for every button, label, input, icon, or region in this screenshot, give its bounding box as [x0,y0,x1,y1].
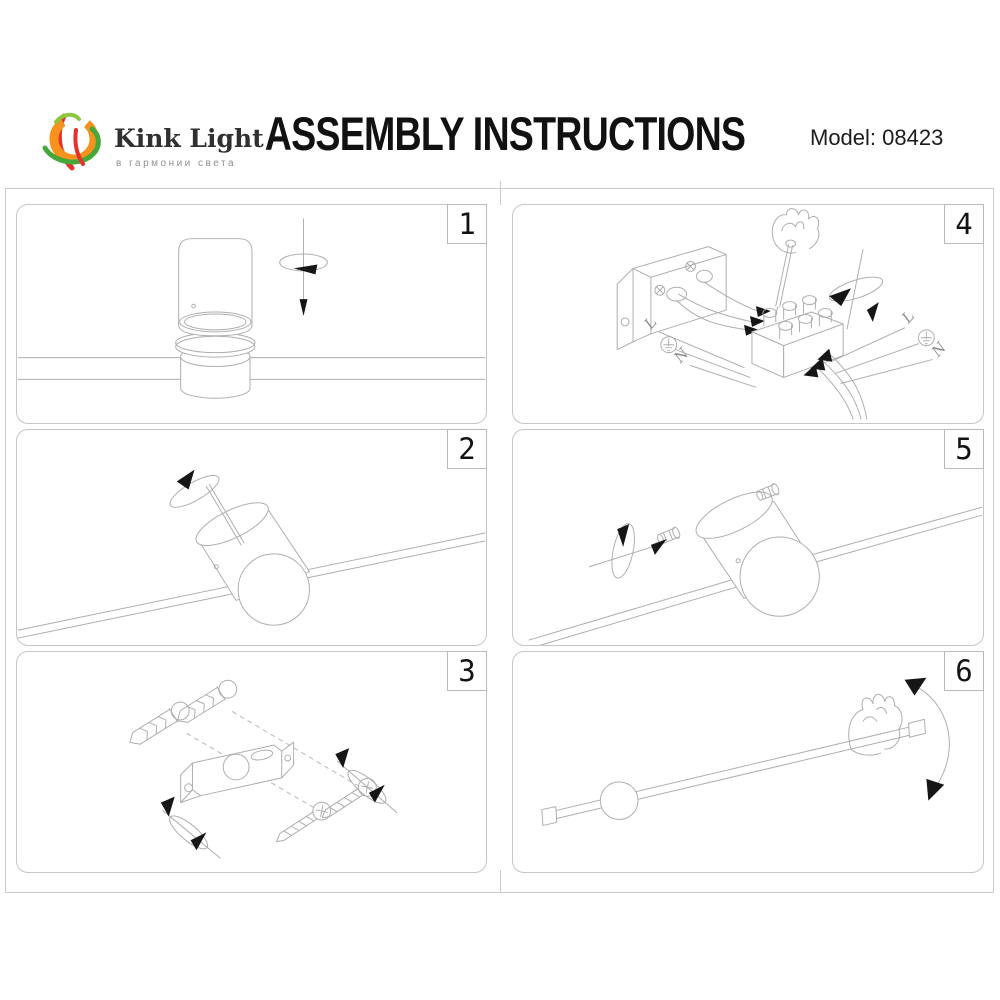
screw-icon [271,775,379,848]
rotation-arrow-icon [589,522,666,580]
screwdriver-hand-icon [772,209,819,314]
frame-divider-top [500,181,501,205]
neutral-label: N [670,344,693,367]
hand-icon [849,694,902,755]
lamp-body-icon [179,239,252,336]
brand-name: Kink Light [114,124,264,153]
step-number: 3 [447,651,487,691]
step-number: 1 [447,204,487,244]
step-1-illustration [17,205,486,423]
kink-light-logo-icon [36,106,110,180]
brand-logo [36,106,266,184]
mounting-bracket-icon [181,742,294,802]
brand-tagline: в гармонии света [116,158,237,169]
step-panel-1 [16,204,487,424]
lamp-body-icon [190,494,309,625]
step-number: 6 [944,651,984,691]
model-number: Model: 08423 [810,125,944,150]
frame-divider-bottom [500,870,501,893]
step-panel-5 [512,429,984,646]
step-3-illustration [17,652,486,872]
neutral-label: N [927,338,950,361]
step-number: 2 [447,429,487,469]
lamp-body-icon [690,483,820,617]
page-title: ASSEMBLY INSTRUCTIONS [264,107,746,160]
rod-sphere-icon [600,782,638,820]
wall-anchor-icon [125,677,240,750]
step-number: 4 [944,204,984,244]
wall-bracket-icon [617,247,726,350]
step-4-illustration [513,205,983,423]
live-label: L [640,313,661,333]
step-panel-4 [512,204,984,424]
terminal-block-icon [752,296,843,378]
rotation-arrow-icon [166,470,223,513]
curved-rotation-arrow-icon [905,678,950,801]
rotation-arrow-icon [161,797,220,858]
step-panel-6 [512,651,984,873]
step-number: 5 [944,429,984,469]
step-5-illustration [513,430,983,645]
down-arrow-icon [300,299,308,316]
rotation-arrow-icon [335,748,396,812]
rod-icon [542,719,926,825]
lamp-ring-icon [176,333,255,357]
step-6-illustration [513,652,983,872]
rotation-arrow-icon [827,250,885,329]
rotation-arrow-icon [280,219,328,316]
step-panel-3 [16,651,487,873]
wiring-labels-left [640,313,756,387]
step-panel-2 [16,429,487,646]
live-label: L [898,307,919,327]
step-2-illustration [17,430,486,645]
ceiling-line [18,358,485,380]
